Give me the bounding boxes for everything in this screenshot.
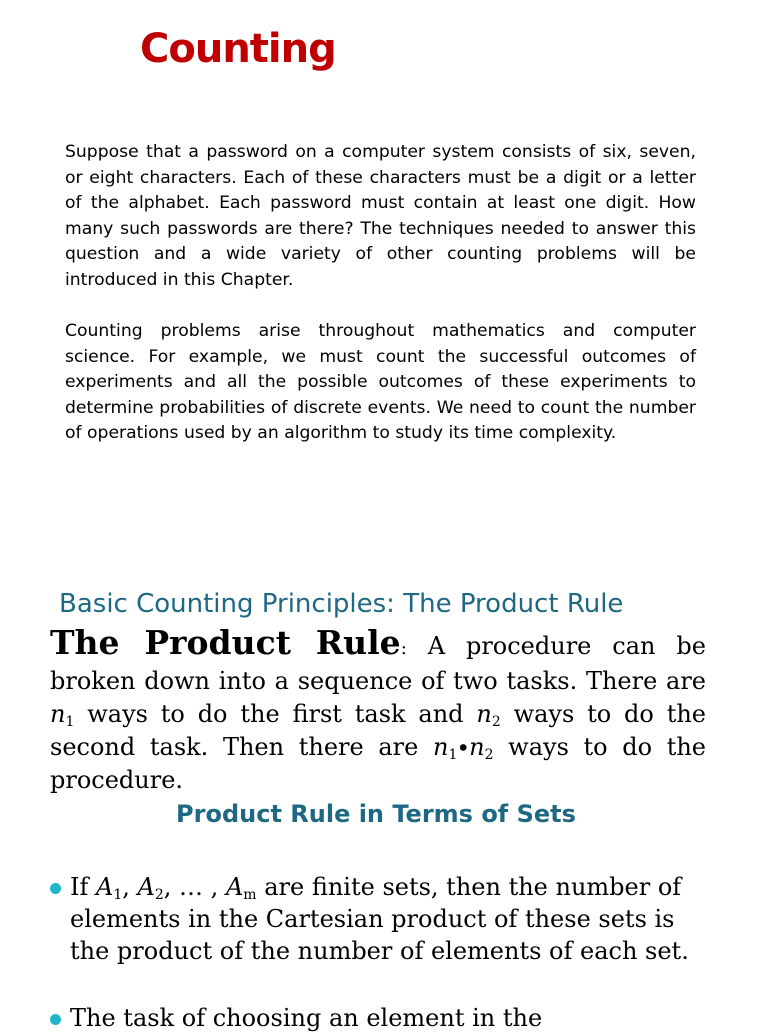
var-am: A xyxy=(225,873,244,901)
bullet-pre: If xyxy=(70,873,96,901)
rule-text-4: ways to do the procedure. xyxy=(50,733,707,794)
var-a1: A xyxy=(96,873,114,901)
intro-paragraph: Suppose that a password on a computer system consists of six, seven, or eight characters. Each of these characters must be a digit or a letter of the alphabet. Each password must contain at least one digit. How many such passwords are there? The techniques needed to answer this question and a wide variety of other counting problems will be introduced in this Chapter. xyxy=(65,142,696,290)
bullet-text: The task of choosing an element in the xyxy=(70,1004,543,1032)
sub-a2: 2 xyxy=(154,887,164,903)
list-item xyxy=(50,1002,690,1034)
sub-am: m xyxy=(243,887,257,903)
list-item xyxy=(50,871,690,967)
sub-2-product: 2 xyxy=(484,747,494,763)
bullet-dot-icon xyxy=(50,1014,61,1025)
var-a2: A xyxy=(137,873,155,901)
rule-text-1: A procedure can be broken down into a sequence of two tasks. There are xyxy=(50,632,706,695)
var-n2: n xyxy=(476,700,492,728)
rule-text-2: ways to do the first task and xyxy=(74,700,477,728)
bullet-post: are finite sets, then the number of elements in the Cartesian product of these sets is the product of the number of elements of each set. xyxy=(70,873,689,965)
bullet-dot-icon xyxy=(50,883,61,894)
var-n1: n xyxy=(50,700,66,728)
var-n2-product: n xyxy=(469,733,485,761)
bullet-text xyxy=(70,871,690,967)
counting-problems-paragraph: Counting problems arise throughout mathematics and computer science. For example, we must count the successful outcomes of experiments and all the possible outcomes of these experiments to determine probabilities of discrete events. We need to count the number of operations used by an algorithm to study its time complexity. xyxy=(65,321,696,444)
bullet-ellipsis: , … , xyxy=(163,873,226,901)
page-title: Counting xyxy=(140,26,336,72)
bullet-comma: , xyxy=(122,873,138,901)
product-rule-lead: The Product Rule xyxy=(50,623,401,662)
section-heading: Basic Counting Principles: The Product Rule xyxy=(59,589,624,619)
sub-1: 1 xyxy=(65,714,75,730)
rule-text-3: ways to do the second task. Then there are xyxy=(50,700,707,761)
product-rule-colon: : xyxy=(400,638,407,659)
sub-a1: 1 xyxy=(113,887,123,903)
sub-2: 2 xyxy=(491,714,501,730)
subheading: Product Rule in Terms of Sets xyxy=(176,800,576,828)
sub-1-product: 1 xyxy=(448,747,458,763)
var-n1-product: n xyxy=(432,733,449,761)
product-dot: ∙ xyxy=(457,733,470,761)
product-rule-definition xyxy=(50,623,707,797)
